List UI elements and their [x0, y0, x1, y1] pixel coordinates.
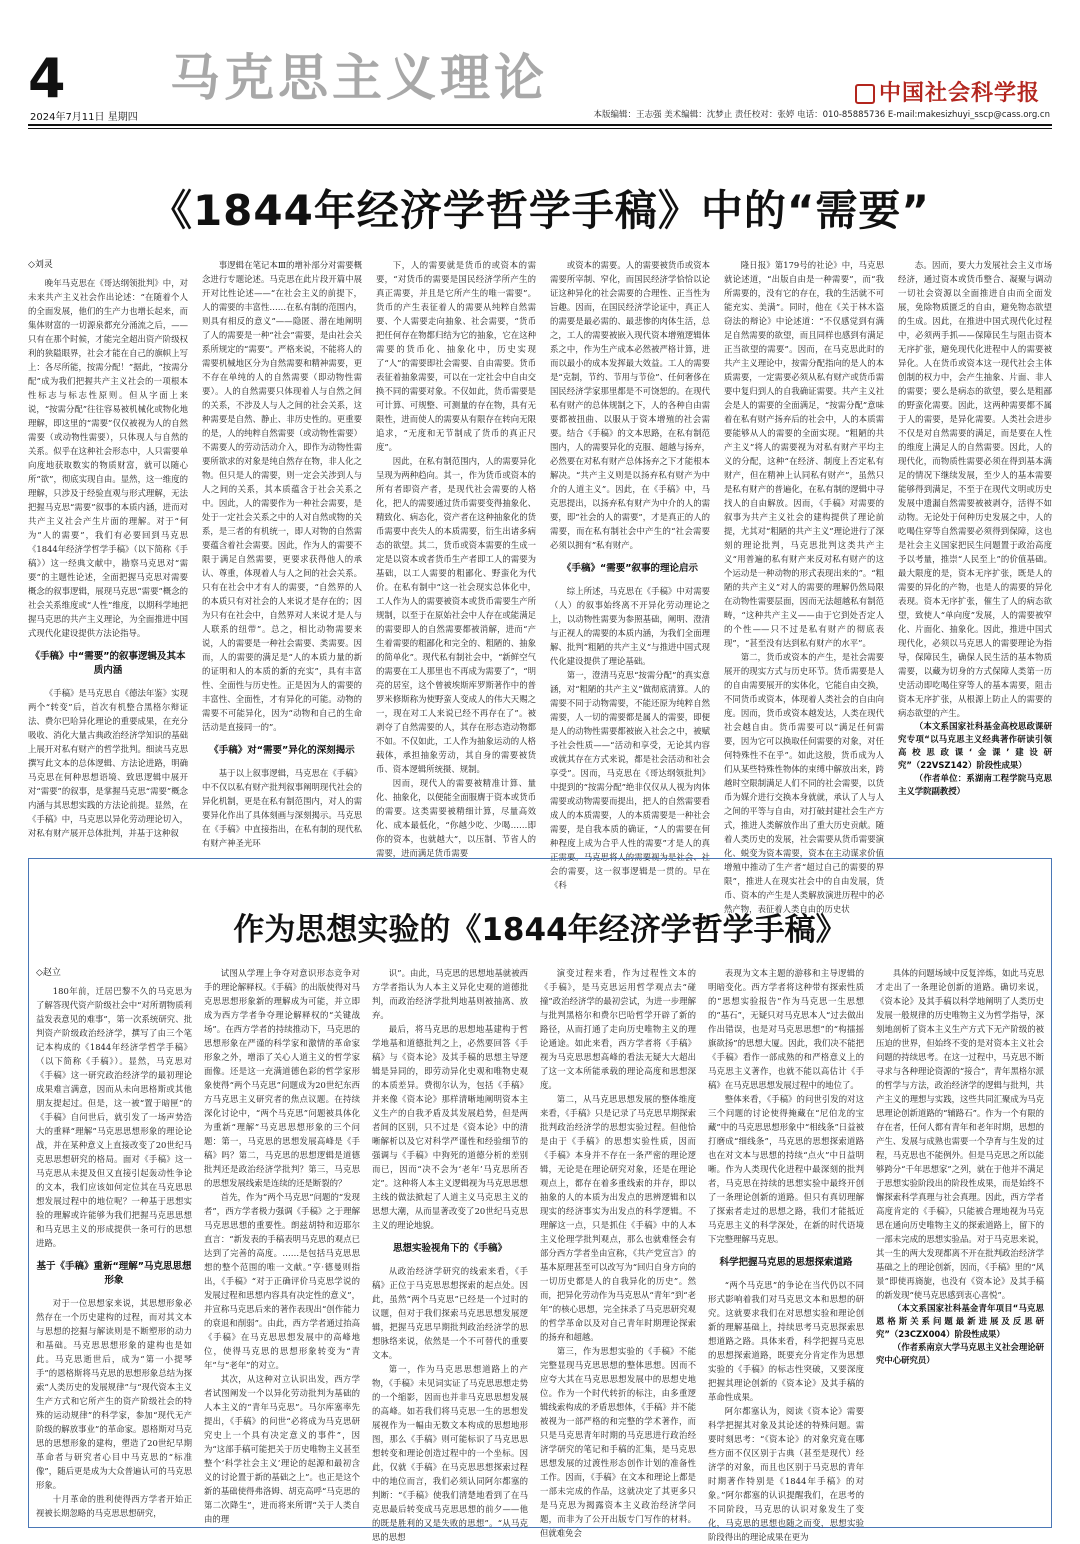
- article1-headline: 《1844年经济学哲学手稿》中的“需要”: [149, 186, 931, 235]
- article1-column-6: [898, 258, 1052, 846]
- paragraph: 从政治经济学研究的线索来看，《手稿》正位于马克思思想探索的起点处。因此，虽然“两个马克思”已经是一个过时的议题，但对于我们探索马克思思想发展逻辑，把握马克思早期批判政治经济学的思想脉络来说，依然是一个不可替代的重要文本。: [372, 1266, 528, 1360]
- article1-funding-note: （本文系国家社科基金高校思政课研究专项“以马克思主义经典著作研读引领高校思政课‘金课’建设研究”（22VSZ142）阶段性成果）: [898, 721, 1052, 770]
- paragraph: 或资本的需要。人的需要被货币或资本需要所宰制、窄化，而国民经济学恰恰以论证这种异化的社会需要的合理性、正当性为旨趣。因而，在国民经济学论证中，真正人的需要是最必需的、最悲惨的肉体生活，总之，工人的需要被嵌入现代资本增殖逻辑体系之中，作为生产成本必然被严格计算，进而以最小的成本发挥最大效益。工人的需要是“克制，节约、节用与节俭”、任何奢侈在国民经济学家那里都是不可饶恕的。在现代私有财产的总体规制之下，人的各种自由需要都被扭曲、以服从于资本增殖的社会需要。结合《手稿》的文本思路，在私有制范围内，人的需要异化的克服、超越与扬弃，必然要在对私有财产总体扬弃之下才能根本解决。“共产主义则是以扬弃私有财产为中介的人道主义”。因此，在《手稿》中，马克思提出，以扬弃私有财产为中介的人的需要，即“社会的人的需要”，才是真正的人的需要，而在私有制社会中产生的“社会需要必须以拥有”私有财产。: [550, 260, 710, 550]
- article2-subheading-1: 基于《手稿》重新“理解”马克思思想形象: [36, 1261, 192, 1286]
- paragraph: 十月革命的胜利使得西方学者开始正视被长期忽略的马克思思想研究，: [36, 1494, 192, 1518]
- paragraph: 因此，在私有制范围内，人的需要异化呈现为两种趋向。其一，作为货币或资本的所有者即资产者，是现代社会需要的人格化，把人的需要通过货币需要变得抽象化、精致化、病态化，资产者在这种抽象化的货币需要中丧失人的本质需要，衍生出诸多病态的欲望。其二，货币或资本需要的生成一定是以资本或者货币生产者即工人的需要为基础，以工人需要的粗鄙化、野蛮化为代价。在私有制中“这一社会现实总体化中，工人作为人的需要被资本或货币需要生产所规制，以至于在原始社会中人存在或能满足的需要即人的自然需要都被消解，进而“产生着需要的粗鄙化和完全的、粗陋的、抽象的简单化”。现代私有制社会中，“新鲜空气的需要在工人那里也不再成为需要了”，“明亮的居室，这个曾被埃斯库罗斯著作中的普罗米修斯称为使野蛮人变成人的伟大天赐之一，现在对工人来说已经不再存在了”。被剥夺了自然需要的人，其存在形态造动物都不如。不仅如此，工人作为抽象运动的人格载体，承担抽象劳动，其自身的需要被货币、资本逻辑所统摄、规制。: [376, 456, 536, 774]
- paragraph: 最后，将马克思的思想地基建构于哲学地基和道德批判之上，必然要回答《手稿》与《资本论》及其手稿的思想主导逻辑是异同的，即劳动异化史观和唯物史观的本质差异。费彻尔认为，包括《手稿》并来像《资本论》那样清晰地阐明资本主义生产的自我矛盾及其发展趋势，但是两者间的区别，只不过是《资本论》中的清晰解析以及它对科学严谨性和经验细节的强调与《手稿》中狗死的道德分析的差别而已，因而“决不会为‘老年’马克思所否定”。这种将人本主义逻辑视为马克思思想主线的做法掀起了人道主义马克思主义的思想大潮，从而显著改变了20世纪马克思主义的理论地貌。: [372, 1024, 528, 1230]
- page-number: 4: [28, 47, 66, 110]
- paragraph: 演变过程来看，作为过程性文本的《手稿》，是马克思运用哲学观点去“碰撞”政治经济学的最初尝试，为进一步理解与批判黑格尔和费尔巴哈哲学开辟了新的路径，从而打通了走向历史唯物主义的理论通途。如此来看，西方学者将《手稿》视为马克思思想高峰的看法无疑大大超出了这一文本所能承载的理论高度和思想深度。: [540, 968, 696, 1090]
- article2-column-1: [36, 966, 192, 1522]
- paragraph: 基于以上叙事逻辑，马克思在《手稿》中不仅以私有财产批判叙事阐明现代社会的异化机制，更是在私有制范围内，对人的需要异化作出了具体刻画与深刻揭示。马克思在《手稿》中直接指出，在私有制的现代私有财产神圣光环: [202, 768, 362, 848]
- article2-column-3: [372, 966, 528, 1542]
- paragraph: 第一，澄清马克思“按需分配”的真实意涵，对“粗陋的共产主义”做彻底清算。人的需要不同于动物需要，不能还原为纯粹自然需要，人一切的需要都是属人的需要，即便是人的动物性需要都被嵌入社会之中，被赋予社会性质——“活动和享受，无论其内容或就其存在方式来说，都是社会活动和社会享受”。因而，马克思在《哥达纲领批判》中提到的“按需分配”绝非仅仅从人视为肉体需要或动物需要而提出，把人的自然需要看成人的本质需要，人的本质需要是一种社会需要，是自我本质的确证，“人的需要在何种程度上成为合乎人性的需要”才是人的真正需要。马克思将人的需要视为是社会、社会的需要，这一叙事逻辑是一贯的。早在《科: [550, 670, 710, 890]
- paragraph: 对于一位思想家来说，其思想形象必然存在一个历史建构的过程，而对其文本与思想的挖掘与解读则是不断塑形的动力和基础。马克思思想形象的建构也是如此。马克思逝世后，成为“第一小提琴手”的恩格斯将马克思的思想形象总结为探索“人类历史的发展规律”与“现代资本主义生产方式和它所产生的资产阶级社会的特殊的运动规律”的科学家，参加“现代无产阶级的解放事业”的革命家。恩格斯对马克思的思想形象的建构，塑造了20世纪早期革命者与研究者心目中马克思的“标准像”，随后更是成为大众普遍认可的马克思形象。: [36, 1298, 192, 1490]
- paragraph: 第二，货币或资本的产生，是社会需要展开的现实方式与历史环节。货币需要是人的自由需要展开的实体化，它能自由交换，不同货币或资本，体现着人类社会的自由向度。因而，货币或资本越发达，人类在现代社会越自由。货币需要可以“满足任何需要，因为它可以换取任何需要的对象，对任何特殊性不在乎”。如此这般，货币成为人们从某些特殊性物体的束缚中解放出来，跨越时空限制满足人们不同的社会需要，以货币为媒介进行交换本身就就，承认了人与人之间的平等与自由，对打破封建社会生产方式，推进人类解放作出了重大历史贡献。随着人类历史的发展，社会需要从货币需要演化、蜕变为资本需要，资本在主动谋求价值增殖中推动了生产者“超过自己的需要的界限”，推进人在现实社会中的自由发展，货币、资本的产生是人类解放演进历程中的必然产物，表征着人类自由的历史状: [724, 652, 884, 914]
- paragraph: 识”。由此，马克思的思想地基就被西方学者指认为人本主义异化史观的道德批判，而政治经济学批判地基则被抽离、放弃。: [372, 968, 528, 1020]
- masthead-rule-thin: [28, 128, 1052, 129]
- paragraph: 阿尔都塞认为，阅读《资本论》需要科学把握其对象及其论述的特殊问题。需要时刻思考：“《资本论》的对象究竟在哪些方面不仅区别于古典（甚至是现代）经济学的对象，而且也区别于马克思的青年时期著作特别是《1844年手稿》的对象。”阿尔都塞的认识提醒我们，在思考的不同阶段，马克思的认识对象发生了变化，马克思的思想也随之而变，思想实验阶段得出的理论成果在更为: [708, 1406, 864, 1542]
- article1-subheading-1: 《手稿》中“需要”的叙事逻辑及其本质内涵: [30, 651, 186, 676]
- paragraph: 首先，作为“两个马克思”问题的“发现者”，西方学者极力强调《手稿》之于理解马克思思想的重要性。朗兹胡特和迈耶尔直言：“新发表的手稿表明马克思的观点已达到了完善的高度。……是包括马克思思想的整个范围的唯一文献。”亨·德曼则指出，《手稿》“对于正确评价马克思学说的发展过程和思想内容具有决定性的意义”，并宣称马克思后来的著作表现出“创作能力的衰退和削弱”。由此，西方学者通过抬高《手稿》在马克思思想发展中的高峰地位，使得马克思的思想形象转变为“青年”与“老年”的对立。: [204, 1192, 360, 1370]
- article2-headline: 作为思想实验的《1844年经济学哲学手稿》: [233, 912, 847, 948]
- section-title: 马克思主义理论: [170, 48, 548, 107]
- masthead-rule: [28, 124, 1052, 126]
- article2-column-4: [540, 966, 696, 1538]
- newspaper-brand: [855, 76, 1040, 107]
- article2-column-2: [204, 966, 360, 1522]
- paragraph: 表现为文本主题的游移和主导逻辑的明暗变化。西方学者将这种带有探索性质的“思想实验报告”作为马克思一生思想的“基石”，无疑只对马克思本人“过去做出作出错误，也是对马克思思想”的“构擂摇旗欲扬”的思想大厦。因此，我们决不能把《手稿》看作一部成熟的和严格意义上的马克思主义著作，也就不能以高估计《手稿》在马克思思想发展过程中的地位了。: [708, 968, 864, 1090]
- paragraph: 整体来看，《手稿》的问世引发的对这三个问题的讨论使得掩藏在“尼伯龙的宝藏”中的马克思思想形象中“相线条”日益被打磨成“细线条”，马克思的思想探索道路也在对文本与思想的持续“点火”中日益明晰。作为人类现代化进程中最深刻的批判者，马克思在持续的思想实验中最终开创了一条理论创新的道路。但只有真切理解了探索者走过的思想之路，我们才能抵近马克思主义的科学深处，在新的时代语境下完整理解马克思。: [708, 1094, 864, 1244]
- paragraph: 第一，作为马克思思想道路上的产物，《手稿》未见词实证了马克思思想走势的一个缩影，因而也并非马克思思想发展的高峰。如若我们将马克思一生的思想发展视作为一幅由无数文本构成的思想地形图，那么《手稿》则可能标识了马克思思想转变和理论创造过程中的一个坐标。因此，仅就《手稿》在马克思思想探索过程中的地位而言，我们必须认同阿尔都塞的判断：“《手稿》使我们清楚地看到了在马克思最后转变成马克思思想的前夕——他的既是胜利的又是失败的思想”。“从马克思的思想: [372, 1364, 528, 1542]
- paragraph: 下，人的需要就是货币的或资本的需要，“对货币的需要是国民经济学所产生的真正需要，并且是它所产生的唯一需要”。货币的产生表征着人的需要从纯粹自然需要、个人需要走向抽象、社会需要，“货币把任何存在物都归结为它的抽象，它在这种需要的货币化、抽象化中，历史实现了“人”的需要即社会需要、自由需要。货币表征着抽象需要，可以在一定社会中自由交换不同的需要对象。不仅如此，货币需要是可计算、可规整、可测量的存在物，具有无限性，进而使人的需要从有限存在转向无限追求，“无度和无节制成了货币的真正尺度”。: [376, 260, 536, 452]
- issue-date: 2024年7月11日 星期四: [30, 112, 138, 123]
- paragraph: 具体的问题场域中反复淬炼，如此马克思才走出了一条理论创新的道路。确切来说，《资本论》及其手稿以科学地阐明了人类历史发展一般规律的历史唯物主义为哲学指导，深刻地剖析了资本主义生产方式下无产阶级的被压迫的世界，但始终不变的是对资本主义社会问题的持续思考。在这一过程中，马克思不断寻求与各种理论资源的“接合”，青年黑格尔派的哲学与方法，政治经济学的逻辑与批判，共产主义的理想与实践，这些共同汇聚成为马克思理论创新道路的“辅路石”。作为一个有限的存在者，任何人都有青年和老年时期，思想的产生、发展与成熟也需要一个孕育与生发的过程，马克思也不能例外。但是马克思之所以能够跨分“千年思想家”之列，就在于他并不满足于思想实验阶段出的阶段性成果，而是始终不懈探索科学真理与社会真理。因此，西方学者高度肯定的《手稿》，只能被合理地视为马克思在通向历史唯物主义的探索道路上，留下的一部未完成的思想实验品。对于马克思来说，其一生的两大发现都离不开在批判政治经济学基础之上的理论创新，因而，《手稿》里的“风景”即使再旖旎，也没有《资本论》及其手稿的新发现“使马克思感到衷心喜悦”。: [876, 968, 1044, 1300]
- article2-author: ◇赵立: [36, 968, 61, 978]
- article1-column-1: [28, 258, 188, 846]
- article1-subheading-2: 《手稿》对“需要”异化的深刻揭示: [209, 745, 355, 756]
- article1-author-note: （作者单位：系湖南工程学院马克思主义学院副教授）: [898, 773, 1052, 796]
- editor-credits: 本版编辑：王志强 美术编辑：沈梦止 责任校对：张婷 电话：010-85885736 E-mail:makesizhuyi_sscp@cass.org.cn: [593, 110, 1050, 120]
- paragraph: 试图从学理上争夺对意识形态竞争对手的理论解释权。《手稿》的出版使得对马克思思想形象新的理解成为可能，并立即成为西方学者争夺理论解释权的“关键战场”。在西方学者的持续推动下，马克思的思想形象在严谨的科学家和激情的革命家形象之外，增添了关心人道主义的哲学家面像。还是这一充满道德色彩的哲学家形象使得“两个马克思”问题成为20世纪东西方马克思主义研究者的焦点议题。在持续深化讨论中，“两个马克思”问题被具体化为重新“理解”马克思思想形象的三个问题：第一，马克思的思想发展高峰是《手稿》吗？第二，马克思的思想逻辑是道德批判还是政治经济学批判？第三，马克思的思想发展线索是连续的还是断裂的？: [204, 968, 360, 1188]
- paragraph: 态。因而，要大力发展社会主义市场经济，通过资本或货币整合、凝聚与调动一切社会资源以全面推进自由而全面发展，免除物质匮乏的自由，避免物态欲望的生成。因此，在推进中国式现代化过程中，必须两手抓——保障民生与阻击资本无序扩张，避免现代化进程中人的需要被异化。人在货币或资本这一现代社会主体创制的权力中，会产生抽象、片面、非人的需要；要么是病态的欲望，要么是粗鄙的野蛮化需要。因此，这两种需要都不属于人的需要，是异化需要。人类社会进步不仅是对自然需要的满足，而是要在人性的维度上满足人的自然需要。因此，人的现代化，而物质性需要必须在得到基本满足的情况下继续发展，至少人的基本需要能够得到满足，不至于在现代文明或历史发展中遗漏自然需要被被剥夺，活得不如动物。无论处于何种历史发展之中，人的吃喝住穿等自然需要必须得到保障，这也是社会主义国家把民生问题置于政治高度予以考量，推崇“人民至上”的价值基础。最大限度的是，资本无序扩张，既是人的需要的异化的产物，也是人的需要的异化表现。资本无序扩张，催生了人的病态欲望，致使人“单向度”发展，人的需要被窄化、片面化、抽象化。因此，推进中国式现代化，必须以马克思人的需要理论为指导，保障民生，确保人民生活的基本物质需要，以藏为切身的方式保障人类第一历史活动即吃喝住穿等人的基本需要，阻击资本无序扩张，从根源上防止人的需要的病态欲望的产生。: [898, 260, 1052, 718]
- paragraph: 因而，现代人的需要被精准计算、量化、抽象化，以便能全面服膺于资本或货币的需要。这类需要被精细计算，尽量高效化、成本最低化，“你越少吃、少喝……即你的资本，也就越大”，以压制、节省人的需要，进而满足货币需要: [376, 778, 536, 858]
- paragraph: 综上所述，马克思在《手稿》中对需要（人）的叙事始终离不开异化劳动理论之上，以动物性需要为参照基础，阐明、澄清与正视人的需要的本质内涵，为我们全面理解、批判“粗陋的共产主义”与推进中国式现代化建设提供了理论基础。: [550, 586, 710, 666]
- article1-column-2: [202, 258, 362, 846]
- article2-column-5: [708, 966, 864, 1542]
- paragraph: 第二，从马克思思想发展的整体维度来看，《手稿》只是记录了马克思早期探索批判政治经济学的思想实验过程。但他恰是由于《手稿》的思想实验性质，因而《手稿》本身并不存在一条严密的理论逻辑，无论是在理论研究对象，还是在理论观点上，都存在着多重线索的并存，即以抽象的人的本质为出发点的思辨逻辑和以现实的经济事实为出发点的科学逻辑。不理解这一点，只是抓住《手稿》中的人本主义伦理学批判观点，那么也就难怪会有部分西方学者坐由宣称，《共产党宣言》的基本原理甚至可以改写为“回归自身方向的一切历史都是人的自我异化的历史”。然而，把异化劳动作为马克思从“青年”到“老年”的核心思想，完全抹杀了马克思研究观的哲学革命以及对自己青年时期理论探索的扬弃和超越。: [540, 1094, 696, 1342]
- article2-author-note: （作者系南京大学马克思主义社会理论研究中心研究员）: [876, 1342, 1044, 1365]
- article2-subheading-3: 科学把握马克思的思想探索道路: [719, 1257, 853, 1268]
- paragraph: 《手稿》是马克思自《德法年鉴》实现两个“转变”后，首次有机整合黑格尔辩证法、费尔巴哈异化理论的重要成果，在充分吸收、消化大量古典政治经济学知识的基础上展开对私有财产的哲学批判。细读马克思撰写此文本的总体逻辑、方法论进路，明确马克思在何种思想语境、致思逻辑中展开对“需要”的叙事，是掌握马克思“需要”概念内涵与其思想实践的方法论前提。显然，在《手稿》中，马克思以异化劳动理论切入，对私有财产展开总体批判，并基于这种叙: [28, 688, 188, 838]
- article1-column-3: [376, 258, 536, 858]
- paragraph: 180年前，迁居巴黎不久的马克思为了解答现代资产阶级社会中“对所谓物质利益发表意见的难事”，第一次系统研究、批判资产阶级政治经济学，撰写了由三个笔记本构成的《1844年经济学哲学手稿》（以下简称《手稿》）。显然，马克思对《手稿》这一研究政治经济学的最初理论成果难言满意，因而从未向思格斯或其他朋友提起过。但是，这一被“置于暗匣”的《手稿》自问世后，就引发了一场声势浩大的重释“理解”马克思思想形象的理论论战，并在某种意义上直接改变了20世纪马克思思想研究的格局。面对《手稿》这一马克思从未提及但又直接引起轰动性争论的文本，我们应该如何定位其在马克思思想发展过程中的地位呢？一种基于思想实验的理解或许能够为我们把握马克思思想和马克思主义的形成提供一条可行的思想进路。: [36, 986, 192, 1248]
- article2-subheading-2: 思想实验视角下的《手稿》: [392, 1243, 507, 1254]
- paragraph: 隆日报》第179号的社论》中，马克思就论述道，“出版自由是一种需要”，而“我所需要的，没有它的存在，我的生活就不可能充实、美满”。同时，他在《关于林木盗窃法的辩论》中论述道：“不仅感觉到有满足自然需要的欲望，而且同样也感到有满足正当欲望的需要”。因而，在马克思此时的共产主义理论中，按需分配指向的是人的本质需要，一定需要必须从私有财产或货币需要中复归到人的自我确证需要。共产主义社会是人的需要的全面满足，“按需分配”意味着在私有财产扬弃后的社会中，人的本质需要能够从人的需要的全面实现。“粗陋的共产主义”将人的需要视为对私有财产平均主义的分配，这种“在经济、制度上否定私有财产，但在精神上认同私有财产”，虽然只是私有财产的普遍化，在私有制的逻辑中寻找人的自由解放。因而，《手稿》对需要的叙事为共产主义社会的建构提供了理论前提，尤其对“粗陋的共产主义”理论进行了深刻的理论批判，马克思批判这类共产主义“用普遍的私有财产来反对私有财产的这个运动是一种动物的形式表现出来的”。“粗陋的共产主义”对人的需要的理解仍然局限在动物性需要层面，因而无法超越私有制范畴，“这种共产主义——由于它到处否定人的个性——只不过是私有财产的彻底表现”，“甚至没有达到私有财产的水平”。: [724, 260, 884, 648]
- newspaper-name: 中国社会科学报: [878, 80, 1040, 106]
- paragraph: 事逻辑在笔记本Ⅲ的增补部分对需要概念进行专题论述。马克思在此片段开篇中展开对比性论述——“在社会主义的前提下，人的需要的丰富性……在私有制的范围内，则具有相反的意义”——隐匿、潜在地阐明了人的需要是一种“社会”需要，是由社会关系所规定的“需要”。严格来说，不能将人的需要机械地区分为自然需要和精神需要，更不存在单纯的人的自然需要（即动物性需要）。人的自然需要只体现着人与自然之间的关系，不涉及人与人之间的社会关系，这种需要是自然、静止、非历史性的。更重要的是，人的纯粹自然需要（或动物性需要）不需要人的劳动活动介入，即作为动物性需要所欲求的对象是纯自然存在物，非人化之物。但只是人的需要，则一定会关涉到人与人之间的关系，其本质蕴含于社会关系之中。因此，人的需要作为一种社会需要，是处于一定社会关系之中的人对自然或物的关系，是三者的有机统一，即人对物的自然需要蕴含着社会需要。因此，作为人的需要不限于满足自然需要，更要求获得他人的承认、尊重，体现着人与人之间的社会关系。只有在社会中才有人的需要，“自然界的人的本质只有对社会的人来说才是存在的；因为只有在社会中，自然界对人来说才是人与人联系的纽带”。总之，相比动物需要来说，人的需要是一种社会需要、类需要。因而，人的需要的满足是“人的本质力量的新的证明和人的本质的新的充实”，具有丰富性、全面性与历史性。正是因为人的需要的丰富性、全面性，才有异化的可能。动物的需要不可能异化，因为“动物和自己的生命活动是直接同一的”。: [202, 260, 362, 732]
- article1-column-5: [724, 258, 884, 914]
- article2-funding-note: （本文系国家社科基金青年项目“马克思恩格斯关系问题最新进展及反思研究”（23CZX004）阶段性成果）: [876, 1303, 1044, 1339]
- article1-author: ◇刘灵: [28, 260, 53, 270]
- article2-column-6: [876, 966, 1044, 1522]
- paragraph: 第三，作为思想实验的《手稿》不能完整显现马克思思想的整体思想。因而不应夸大其在马克思思想发展中的思想史地位。作为一个时代转折的标注，由多重逻辑线索构成的矛盾思想体，《手稿》并不能被视为一部严格的和完整的学术著作，而只是马克思青年时期的马克思进行政治经济学研究的笔记和手稿的汇集，是马克思思想发展的过渡性形态创作计划的准备性工作。因而，《手稿》在文本和理论上都是一部未完成的作品，这就决定了其更多只是马克思为揭露资本主义政治经济学问题，而非为了公开出版专门写作的材料。但就难免会: [540, 1346, 696, 1538]
- paragraph: “两个马克思”的争论在当代仍以不同形式影响着我们对马克思文本和思想的研究。这就要求我们在对思想实验和理论创新的理解基础上，持续思考马克思探索思想道路之路。具体来看，科学把握马克思的思想探索道路，既要充分肯定作为思想实验的《手稿》的标志性突破，又要深度把握其理论创新的《资本论》及其手稿的革命性成果。: [708, 1280, 864, 1402]
- paragraph: 晚年马克思在《哥达纲领批判》中，对未来共产主义社会作出论述：“在随着个人的全面发展，他们的生产力也增长起来，而集体财富的一切源泉都充分涌流之后，——只有在那个时候，才能完全超出资产阶级权利的狭隘眼界，社会才能在自己的旗帜上写上：各尽所能，按需分配！”据此，“按需分配”成为我们把握共产主义社会的一项根本性标志与标志性原则。但从字面上来说，“按需分配”往往容易被机械化或物化地理解，即这里的“需要”仅仅被视为人的自然需要（或动物性需要），只体现人与自然的关系。似乎在这种社会形态中，人只需要单向度地获取数实的物质财富，就可以随心所“欲”，彻底实现自由。显然，这一维度的理解，只涉及于经验直观与形式理解，无法把握马克思“需要”叙事的本质内涵，进而对共产主义社会产生片面的理解。对于“何为”人的需要”，我们有必要回到马克思《1844年经济学哲学手稿》（以下简称《手稿》）这一经典文献中，勘察马克思对“需要”的主题性论述，全面把握马克思对需要概念的叙事逻辑，展现马克思“需要”概念的社会关系维度或“人性”维度，以期科学地把握马克思的共产主义理论，为全面推进中国式现代化建设提供方法论指导。: [28, 278, 188, 638]
- paragraph: 其次，从这种对立认识出发，西方学者试图阐发一个以异化劳动批判为基础的人本主义的“青年马克思”。马尔库塞率先提出，《手稿》的问世“必将成为马克思研究史上一个具有决定意义的事件”，因为“这部手稿可能把关于历史唯物主义甚至整个‘科学社会主义’理论的起源和最初含义的讨论置于新的基础之上”。也正是这个新的基础使得弗洛姆、胡克高呼“马克思的第二次降生”，进而将来所谓“关于人类自由的理: [204, 1374, 360, 1524]
- article1-column-4: [550, 258, 710, 890]
- seal-icon: [855, 84, 875, 104]
- article1-subheading-3: 《手稿》“需要”叙事的理论启示: [562, 563, 698, 574]
